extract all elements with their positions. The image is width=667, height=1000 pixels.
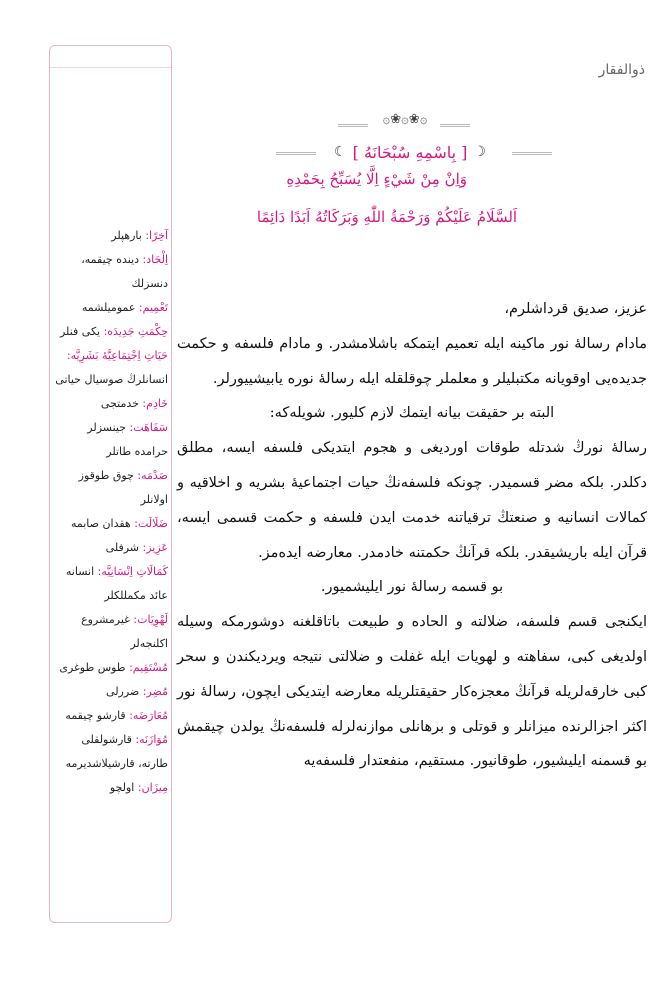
glossary-term: مُوَازَنَه: [135,733,168,746]
glossary-term: مُسْتَقِيم: [129,661,168,674]
glossary-entry [52,248,168,296]
glossary-entry [52,416,168,464]
glossary-entry [52,512,168,536]
glossary-definition: چوق طوقوز اولانلر [78,469,168,506]
glossary-entry [52,536,168,560]
glossary-term: مِيزَان: [137,781,168,794]
glossary-definition: اولچو [109,781,135,794]
glossary-term: تَعْمِيم: [138,301,168,314]
glossary-entry [52,224,168,248]
glossary-entry [52,464,168,512]
greeting: عزيز، صديق قرداشلرم، [504,301,647,317]
glossary-term: عَزِيز: [142,541,168,554]
glossary-term: سَفَاهَت: [129,421,168,434]
glossary-term: ضَلَالَت: [134,517,168,530]
glossary-term: حَيَاتِ اِجْتِمَاعِيَّهٔ بَشَرِيَّه: [66,349,168,362]
ornament-top: ۞❀۞❀۞ [382,112,428,127]
glossary-entry [52,296,168,320]
glossary-definition: جينسزلر حرامده طاتلر [87,421,168,458]
paragraph-1: مادام رسالهٔ نور ماكينه ايله تعميم ايتمكه باشلامشدر. و مادام فلسفه و حكمت جديده‌يى اوقويانه مكتبليلر و معلملر چوقلقله ايله رسالهٔ نوره يابيشييورلر. [177,335,647,387]
glossary-definition: انسانلرڭ صوسيال حياتى [55,373,168,386]
glossary-definition: طوس طوغرى [59,661,126,674]
book-title: ذوالفقار [598,62,645,78]
glossary-term: مُعَارَضَه: [129,709,168,722]
ornament-left-icon: ☾ [334,144,347,160]
glossary-term: حِكْمَتِ جَدِيدَه: [103,325,168,338]
bismihi-heading: [ بِاسْمِهِ سُبْحَانَهُ ] [352,142,468,162]
glossary-entry [52,344,168,392]
glossary-list [52,224,168,800]
glossary-definition: انسانه عائد مكمللكلر [65,565,168,602]
glossary-entry [52,608,168,656]
glossary-definition: غيرمشروع اكلنجه‌لر [81,613,168,650]
glossary-term: صَدْمَه: [137,469,168,482]
paragraph-3: رسالهٔ نورڭ شدتله طوقات اوردیغی و هجوم ايتديكى فلسفه ايسه، مطلق دكلدر. بلكه مضر قسميدر. چونكه فلسفه‌نڭ حيات اجتماعيهٔ بشريه و اخلاقيه و كمالات انسانيه و صنعتڭ ترقياتنه خدمت ايدن فلسفه و حكمت قسمى ايسه، قرآن ايله باريشيقدر. بلكه قرآنڭ حكمتنه خادمدر. معارضه ايده‌مز. [177,440,647,561]
glossary-panel [49,45,172,923]
glossary-term: مُضِر: [142,685,168,698]
glossary-entry [52,680,168,704]
glossary-definition: يكى فنلر [59,325,101,338]
glossary-term: آخِرًا: [145,229,168,242]
bismihi-row [300,140,520,164]
salam-heading: اَلسَّلَامُ عَلَيْكُمْ وَرَحْمَةُ اللّٰهِ وَبَرَكَاتُهُ اَبَدًا دَائِمًا [256,208,518,226]
glossary-entry [52,320,168,344]
glossary-entry [52,776,168,800]
paragraph-2: البته بر حقيقت بيانه ايتمك لازم كليور. شويله‌كه: [269,405,555,422]
glossary-definition: ضررلى [106,685,140,698]
letter-body [177,292,647,779]
glossary-term: اِلْحَاد: [142,253,168,266]
glossary-definition: بارهپلر [111,229,142,242]
glossary-term: خَادِم: [142,397,168,410]
glossary-definition: قارشولقلى طارته، قارشيلاشديرمه [65,733,168,770]
glossary-definition: هقدان صابمه [70,517,131,530]
glossary-definition: دينده چيقمه، دنسزلك [81,253,168,290]
ornament-right-icon: ☽ [473,144,486,160]
glossary-header [50,46,171,68]
glossary-definition: خدمتجى [100,397,139,410]
glossary-entry [52,560,168,608]
glossary-definition: قارشو چيقمه [65,709,126,722]
glossary-term: لَهْوِيَات: [133,613,168,626]
paragraph-4: بو قسمه رسالهٔ نور ايليشميور. [320,579,504,596]
glossary-entry [52,656,168,680]
glossary-definition: شرفلى [105,541,140,554]
glossary-definition: عموميلشمه [81,301,136,314]
glossary-entry [52,392,168,416]
paragraph-5: ايكنجى قسم فلسفه، ضلالته و الحاده و طبيعت باتاقلغنه دوشورمكه وسيله اولدیغی كبی، سفاهته و لهويات ايله غفلت و ضلالتى نتيجه ويرديكندن و سحر كبى خارقه‌لريله قرآنڭ معجزه‌كار حقيقتلريله معارضه ايتديكى ايچون، رسالهٔ نور اكثر اجزالرنده ميزانلر و قوتلى و برهانلى موازنه‌لرله فلسفه‌نڭ يولدن چيقمش بو قسمنه ايليشيور، طوقانيور. مستقيم، منفعتدار فلسفه‌يه [177,614,647,770]
glossary-term: كَمَالَاتِ اِنْسَانِيَّه: [97,565,168,578]
glossary-entry [52,728,168,776]
glossary-entry [52,704,168,728]
verse-heading: وَاِنْ مِنْ شَيْءٍ اِلَّا يُسَبِّحُ بِحَمْدِهِ [286,170,467,188]
